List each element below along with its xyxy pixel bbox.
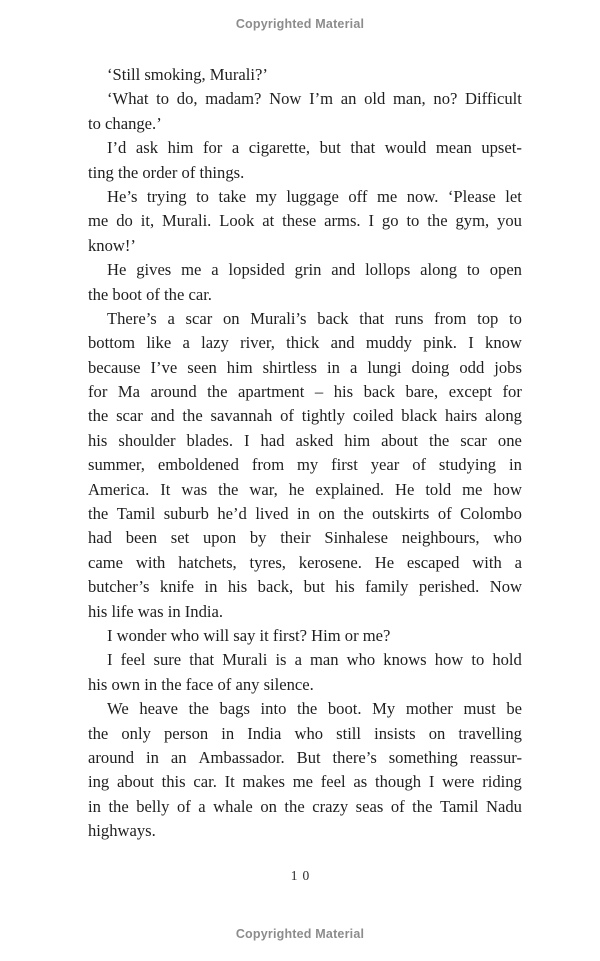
text-line: I’d ask him for a cigarette, but that would mean upset- (107, 138, 522, 158)
text-line: He gives me a lopsided grin and lollops along to open (107, 260, 522, 280)
page-text-block (88, 63, 522, 844)
text-line: had been set upon by their Sinhalese neighbours, who (88, 528, 522, 548)
text-line: There’s a scar on Murali’s back that runs from top to (107, 308, 522, 328)
text-line: his shoulder blades. I had asked him about the scar one (88, 430, 522, 450)
text-line: bottom like a lazy river, thick and muddy pink. I know (88, 333, 522, 353)
text-line: ting the order of things. (88, 162, 245, 182)
text-line: He’s trying to take my luggage off me now. ‘Please let (107, 186, 522, 206)
text-line: his own in the face of any silence. (88, 674, 314, 694)
text-line: to change.’ (88, 113, 162, 133)
text-line: me do it, Murali. Look at these arms. I go to the gym, you (88, 211, 522, 231)
text-line: for Ma around the apartment – his back bare, except for (88, 382, 522, 402)
text-line: I feel sure that Murali is a man who knows how to hold (107, 650, 522, 670)
text-line: because I’ve seen him shirtless in a lungi doing odd jobs (88, 357, 522, 377)
text-line: the boot of the car. (88, 284, 212, 304)
text-line: the scar and the savannah of tightly coiled black hairs along (88, 406, 522, 426)
page-number: 10 (290, 868, 315, 883)
text-line: in the belly of a whale on the crazy seas of the Tamil Nadu (88, 796, 522, 816)
text-line: came with hatchets, tyres, kerosene. He escaped with a (88, 552, 522, 572)
text-line: highways. (88, 821, 156, 841)
text-line: the only person in India who still insists on travelling (88, 723, 522, 743)
text-line: ‘Still smoking, Murali?’ (107, 65, 268, 84)
text-line: ing about this car. It makes me feel as though I were riding (88, 772, 522, 792)
text-line: butcher’s knife in his back, but his family perished. Now (88, 577, 522, 597)
text-line: America. It was the war, he explained. He told me how (88, 479, 522, 499)
copyright-notice-bottom: Copyrighted Material (235, 927, 365, 941)
text-line: summer, emboldened from my first year of studying in (88, 455, 522, 475)
text-line: know!’ (88, 235, 136, 255)
text-line: the Tamil suburb he’d lived in on the outskirts of Colombo (88, 504, 522, 524)
text-line: his life was in India. (88, 601, 224, 621)
text-line: ‘What to do, madam? Now I’m an old man, no? Difficult (107, 89, 522, 109)
text-line: I wonder who will say it first? Him or me? (107, 625, 391, 645)
text-line: around in an Ambassador. But there’s something reassur- (88, 747, 522, 767)
copyright-notice-top: Copyrighted Material (235, 17, 365, 31)
text-line: We heave the bags into the boot. My mother must be (107, 699, 522, 719)
